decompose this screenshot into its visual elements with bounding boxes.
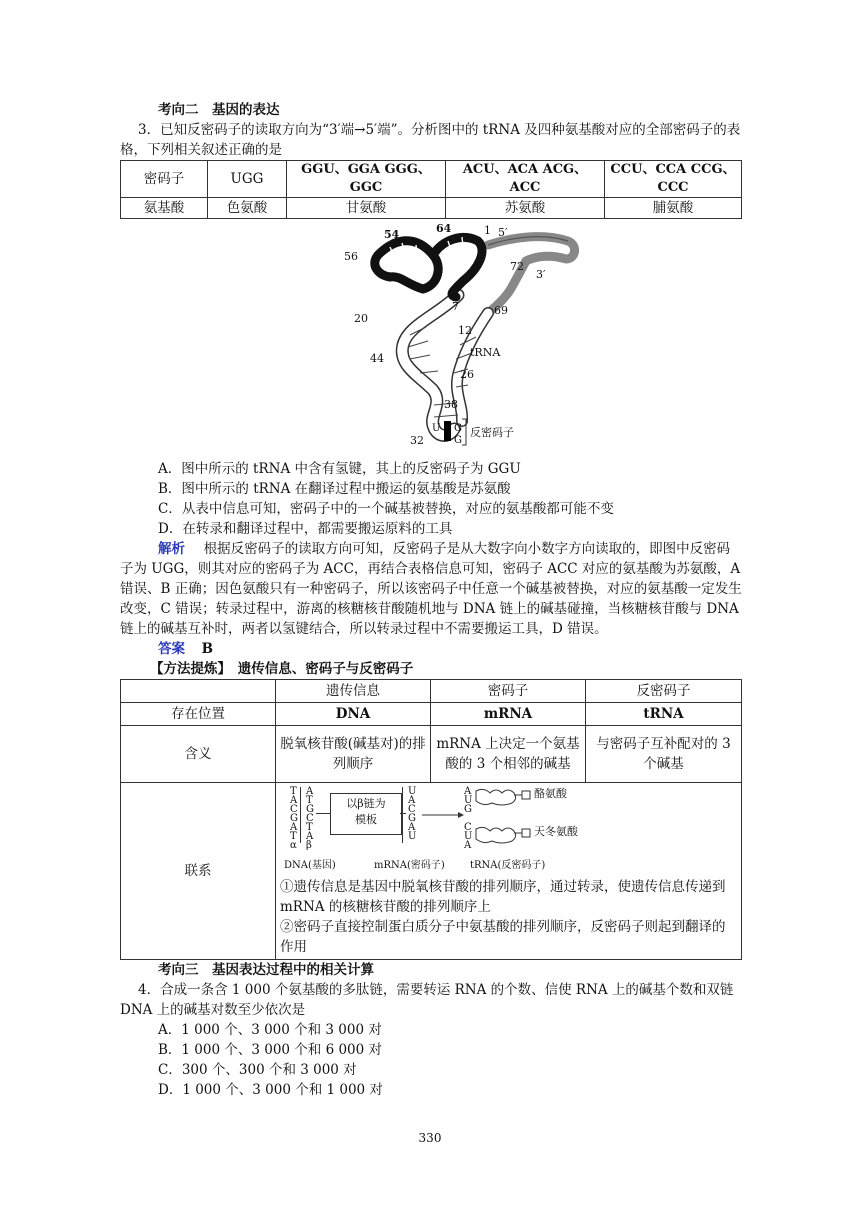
fig-label-20: 20 <box>354 312 368 325</box>
explanation-label: 解析 <box>158 541 185 557</box>
fig-label-trna: tRNA <box>470 346 501 359</box>
trna-structure-drawing <box>338 225 598 457</box>
method-header-info: 遗传信息 <box>276 680 431 703</box>
question-4-stem: 4．合成一条含 1 000 个氨基酸的多肽链，需要转运 RNA 的个数、信使 RNA 上的碱基个数和双链 DNA 上的碱基对数至少依次是 <box>120 982 734 1018</box>
location-codon: mRNA <box>431 703 586 726</box>
cap-mrna: mRNA(密码子) <box>374 860 445 871</box>
fig-label-5prime: 5′ <box>498 226 508 239</box>
q4-option-d: D．1 000 个、3 000 个和 1 000 对 <box>158 1082 383 1098</box>
method-title: 【方法提炼】 遗传信息、密码子与反密码子 <box>150 661 414 677</box>
section-heading-3: 考向三 基因表达过程中的相关计算 <box>158 962 374 978</box>
aa-pro: 脯氨酸 <box>605 198 742 219</box>
method-header-anticodon: 反密码子 <box>586 680 742 703</box>
option-b: B．图中所示的 tRNA 在翻译过程中搬运的氨基酸是苏氨酸 <box>158 481 511 497</box>
fig-label-g1: G <box>454 423 462 434</box>
method-header-empty <box>121 680 276 703</box>
aa-asp-label: 天冬氨酸 <box>534 825 578 838</box>
cap-trna: tRNA(反密码子) <box>470 860 546 871</box>
gly-codons: GGU、GGA GGG、GGC <box>287 161 446 198</box>
aa-trp: 色氨酸 <box>208 198 287 219</box>
method-table <box>120 679 742 960</box>
meaning-info: 脱氧核苷酸(碱基对)的排列顺序 <box>276 726 431 783</box>
q4-option-b: B．1 000 个、3 000 个和 6 000 对 <box>158 1042 383 1058</box>
meaning-codon: mRNA 上决定一个氨基酸的 3 个相邻的碱基 <box>431 726 586 783</box>
fig-label-anticodon: 反密码子 <box>470 426 514 439</box>
fig-label-3prime: 3′ <box>536 268 546 281</box>
method-header-codon: 密码子 <box>431 680 586 703</box>
cap-dna: DNA(基因) <box>284 860 336 871</box>
aa-tyr-label: 酪氨酸 <box>534 787 567 800</box>
pro-codons: CCU、CCA CCG、CCC <box>605 161 742 198</box>
fig-label-12: 12 <box>458 324 472 337</box>
answer-line <box>120 639 742 659</box>
section-heading-2: 考向二 基因的表达 <box>158 102 280 118</box>
fig-label-g2: G <box>454 435 462 446</box>
aa-thr: 苏氨酸 <box>446 198 605 219</box>
thr-codons: ACU、ACA ACG、ACC <box>446 161 605 198</box>
meaning-label: 含义 <box>121 726 276 783</box>
fig-label-26: 26 <box>460 368 474 381</box>
template-box: 以β链为 模板 <box>330 793 402 835</box>
link-text-1: ①遗传信息是基因中脱氧核苷酸的排列顺序，通过转录，使遗传信息传递到 mRNA 的核糖核苷酸的排列顺序上 <box>280 879 726 915</box>
option-c: C．从表中信息可知，密码子中的一个碱基被替换，对应的氨基酸都可能不变 <box>158 501 614 517</box>
location-anticodon: tRNA <box>586 703 742 726</box>
fig-label-u: U <box>432 423 441 434</box>
fig-label-64: 64 <box>436 222 452 235</box>
dna-left-strand: T A C G A T α <box>290 786 298 851</box>
transcription-figure <box>280 785 737 877</box>
fig-label-44: 44 <box>370 352 384 365</box>
fig-label-32: 32 <box>410 434 424 447</box>
aa-header: 氨基酸 <box>121 198 208 219</box>
trna-figure <box>338 222 598 457</box>
location-label: 存在位置 <box>121 703 276 726</box>
link-label: 联系 <box>121 783 276 960</box>
option-d: D．在转录和翻译过程中，都需要搬运原料的工具 <box>158 521 453 537</box>
fig-label-7: 7 <box>452 300 459 313</box>
location-info: DNA <box>276 703 431 726</box>
fig-label-54: 54 <box>384 228 400 241</box>
meaning-anticodon: 与密码子互补配对的 3 个碱基 <box>586 726 742 783</box>
trp-codons: UGG <box>208 161 287 198</box>
option-a: A．图中所示的 tRNA 中含有氢键，其上的反密码子为 GGU <box>158 461 521 477</box>
page-content <box>120 100 742 1100</box>
trna-bottom-anticodon: C U A <box>464 822 473 851</box>
q4-option-c: C．300 个、300 个和 3 000 对 <box>158 1062 357 1078</box>
fig-label-69: 69 <box>494 304 508 317</box>
fig-label-56: 56 <box>344 250 358 263</box>
answer-label: 答案 <box>158 641 185 657</box>
q4-option-a: A．1 000 个、3 000 个和 3 000 对 <box>158 1022 382 1038</box>
page-number: 330 <box>418 1131 442 1145</box>
link-content <box>276 783 742 960</box>
link-text-2: ②密码子直接控制蛋白质分子中氨基酸的排列顺序，反密码子则起到翻译的作用 <box>280 919 726 955</box>
codon-table <box>120 160 742 219</box>
codon-header: 密码子 <box>121 161 208 198</box>
dna-right-strand: A T G C T A β <box>306 786 314 851</box>
fig-label-38: 38 <box>444 398 458 411</box>
mrna-strand: U A C G A U <box>408 786 417 842</box>
explanation <box>120 539 742 639</box>
trna-top-anticodon: A U G <box>464 786 473 815</box>
explanation-text: 根据反密码子的读取方向可知，反密码子是从大数字向小数字方向读取的，即图中反密码子为 UGG，则其对应的密码子为 ACC，再结合表格信息可知，密码子 ACC 对应的氨基酸为苏氨酸，A 错误、B 正确；因色氨酸只有一种密码子，所以该密码子中任意一个碱基被替换，对应的氨基酸一定发生改变，C 错误；转录过程中，游离的核糖核苷酸随机地与 DNA 链上的碱基碰撞，当核糖核苷酸与 DNA 链上的碱基互补时，两者以氢键结合，所以转录过程中不需要搬运工具，D 错误。 <box>120 541 742 637</box>
answer-value: B <box>201 641 214 657</box>
fig-label-72: 72 <box>510 260 524 273</box>
transcription-arrows <box>280 785 640 865</box>
fig-label-1: 1 <box>484 224 491 237</box>
question-3-stem: 3．已知反密码子的读取方向为“3′端→5′端”。分析图中的 tRNA 及四种氨基酸对应的全部密码子的表格，下列相关叙述正确的是 <box>120 122 741 158</box>
aa-gly: 甘氨酸 <box>287 198 446 219</box>
